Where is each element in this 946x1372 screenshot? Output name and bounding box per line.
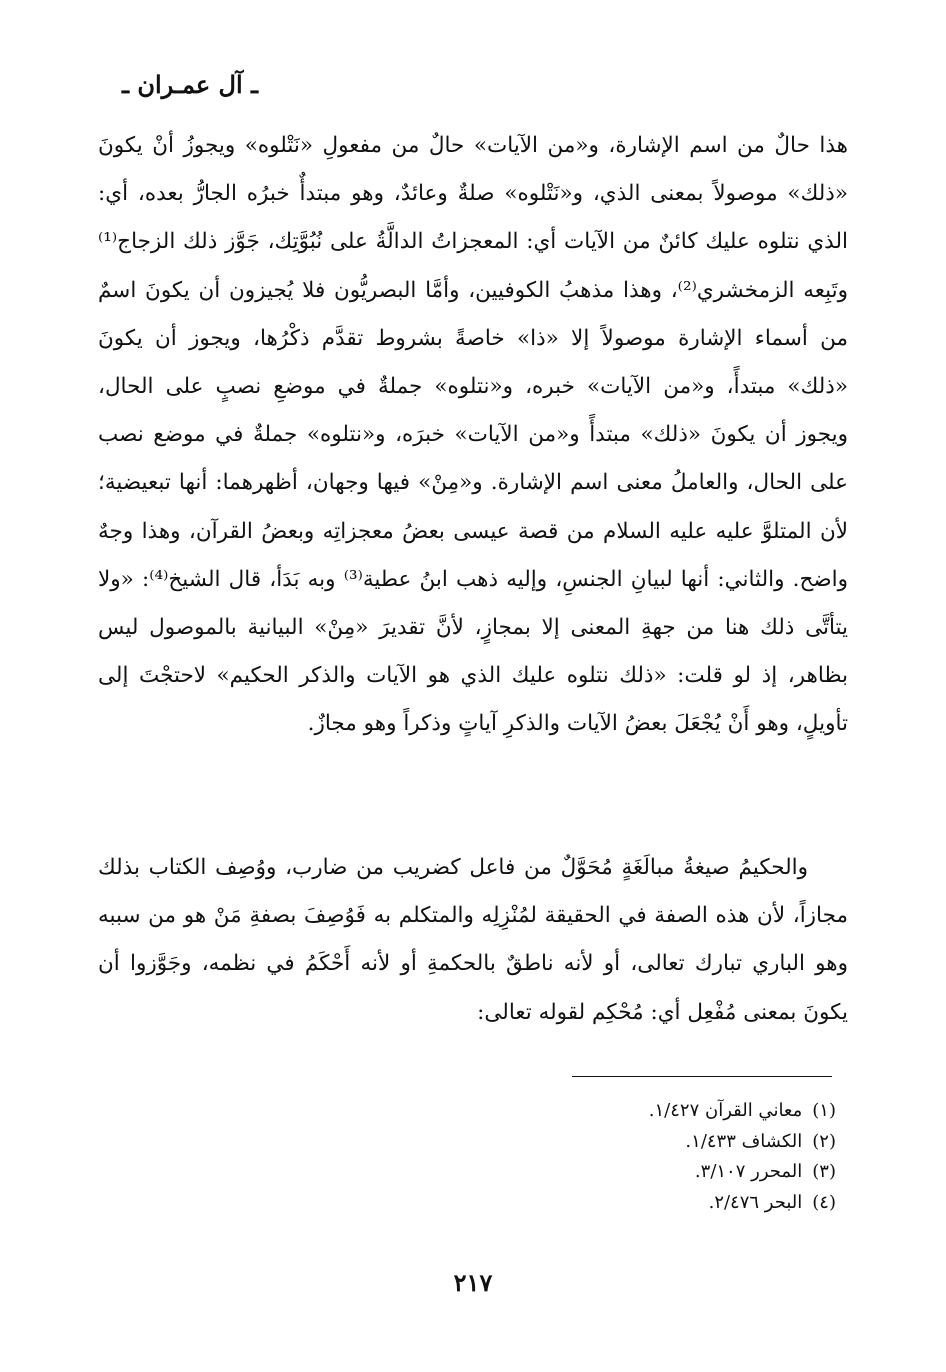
footnote-text: البحر ٢/٤٧٦.	[708, 1191, 803, 1213]
footnote-item	[436, 1188, 836, 1219]
main-text	[98, 122, 848, 1037]
footnote-number: (٢)	[812, 1130, 836, 1152]
footnote-text: المحرر ٣/١٠٧.	[694, 1161, 803, 1182]
footnote-number: (٤)	[812, 1191, 836, 1213]
footnote-number: (٣)	[812, 1161, 836, 1182]
page-number: ٢١٧	[453, 1268, 493, 1297]
running-header: ـ آل عمـران ـ	[122, 70, 258, 99]
footnote-text: معاني القرآن ١/٤٢٧.	[648, 1100, 803, 1121]
footnote-text: الكشاف ١/٤٣٣.	[685, 1130, 803, 1152]
footnote-number: (١)	[812, 1100, 836, 1121]
footnote-item	[436, 1157, 836, 1188]
paragraph-2: والحكيمُ صيغةُ مبالَغَةٍ مُحَوَّلٌ من فاعل كضريب من ضارب، ووُصِف الكتاب بذلك مجازاً، لأن هذه الصفة في الحقيقة لمُنْزِلِه والمتكلم به فَوُصِفَ بصفةِ مَنْ هو من سببه وهو الباري تبارك تعالى، أو لأنه ناطقٌ بالحكمةِ أو لأنه أَحْكَمُ في نظمه، وجَوَّزوا أن يكونَ بمعنى مُفْعِل أي: مُحْكِم لقوله تعالى:	[98, 855, 848, 1025]
footnotes	[436, 1096, 836, 1218]
footnote-separator	[572, 1076, 832, 1077]
footnote-item	[436, 1096, 836, 1127]
footnote-item	[436, 1127, 836, 1158]
paragraph-1: هذا حالٌ من اسم الإشارة، و«من الآيات» حالٌ من مفعولِ «نَتْلوه» ويجوزُ أنْ يكونَ «ذلك» موصولاً بمعنى الذي، و«نَتْلوه» صلةٌ وعائدٌ، وهو مبتدأٌ خبرُه الجارُّ بعده، أي: الذي نتلوه عليك كائنٌ من الآيات أي: المعجزاتُ الدالَّةُ على نُبُوَّتِك، جَوَّز ذلك الزجاج⁽¹⁾ وتَبِعه الزمخشري⁽²⁾، وهذا مذهبُ الكوفيين، وأمَّا البصريُّون فلا يُجيزون أن يكونَ اسمٌ من أسماء الإشارة موصولاً إلا «ذا» خاصةً بشروط تقدَّم ذكْرُها، ويجوز أن يكونَ «ذلك» مبتدأً، و«من الآيات» خبره، و«نتلوه» جملةٌ في موضعِ نصبٍ على الحال، ويجوز أن يكونَ «ذلك» مبتدأً و«من الآيات» خبرَه، و«نتلوه» جملةٌ في موضع نصب على الحال، والعاملُ معنى اسم الإشارة. و«مِنْ» فيها وجهان، أظهرهما: أنها تبعيضية؛ لأن المتلوَّ عليه عليه السلام من قصة عيسى بعضُ معجزاتِه وبعضُ القرآن، وهذا وجهٌ واضح. والثاني: أنها لبيانِ الجنسِ، وإليه ذهب ابنُ عطية⁽³⁾ وبه بَدَأ، قال الشيخ⁽⁴⁾: «ولا يتأتَّى ذلك هنا من جهةِ المعنى إلا بمجازٍ، لأنَّ تقديرَ «مِنْ» البيانية بالموصول ليس بظاهر، إذ لو قلت: «ذلك نتلوه عليك الذي هو الآيات والذكر الحكيم» لاحتجْتَ إلى تأويلٍ، وهو أَنْ يُجْعَلَ بعضُ الآيات والذكرِ آياتٍ وذكراً وهو مجازٌ.	[98, 133, 849, 737]
